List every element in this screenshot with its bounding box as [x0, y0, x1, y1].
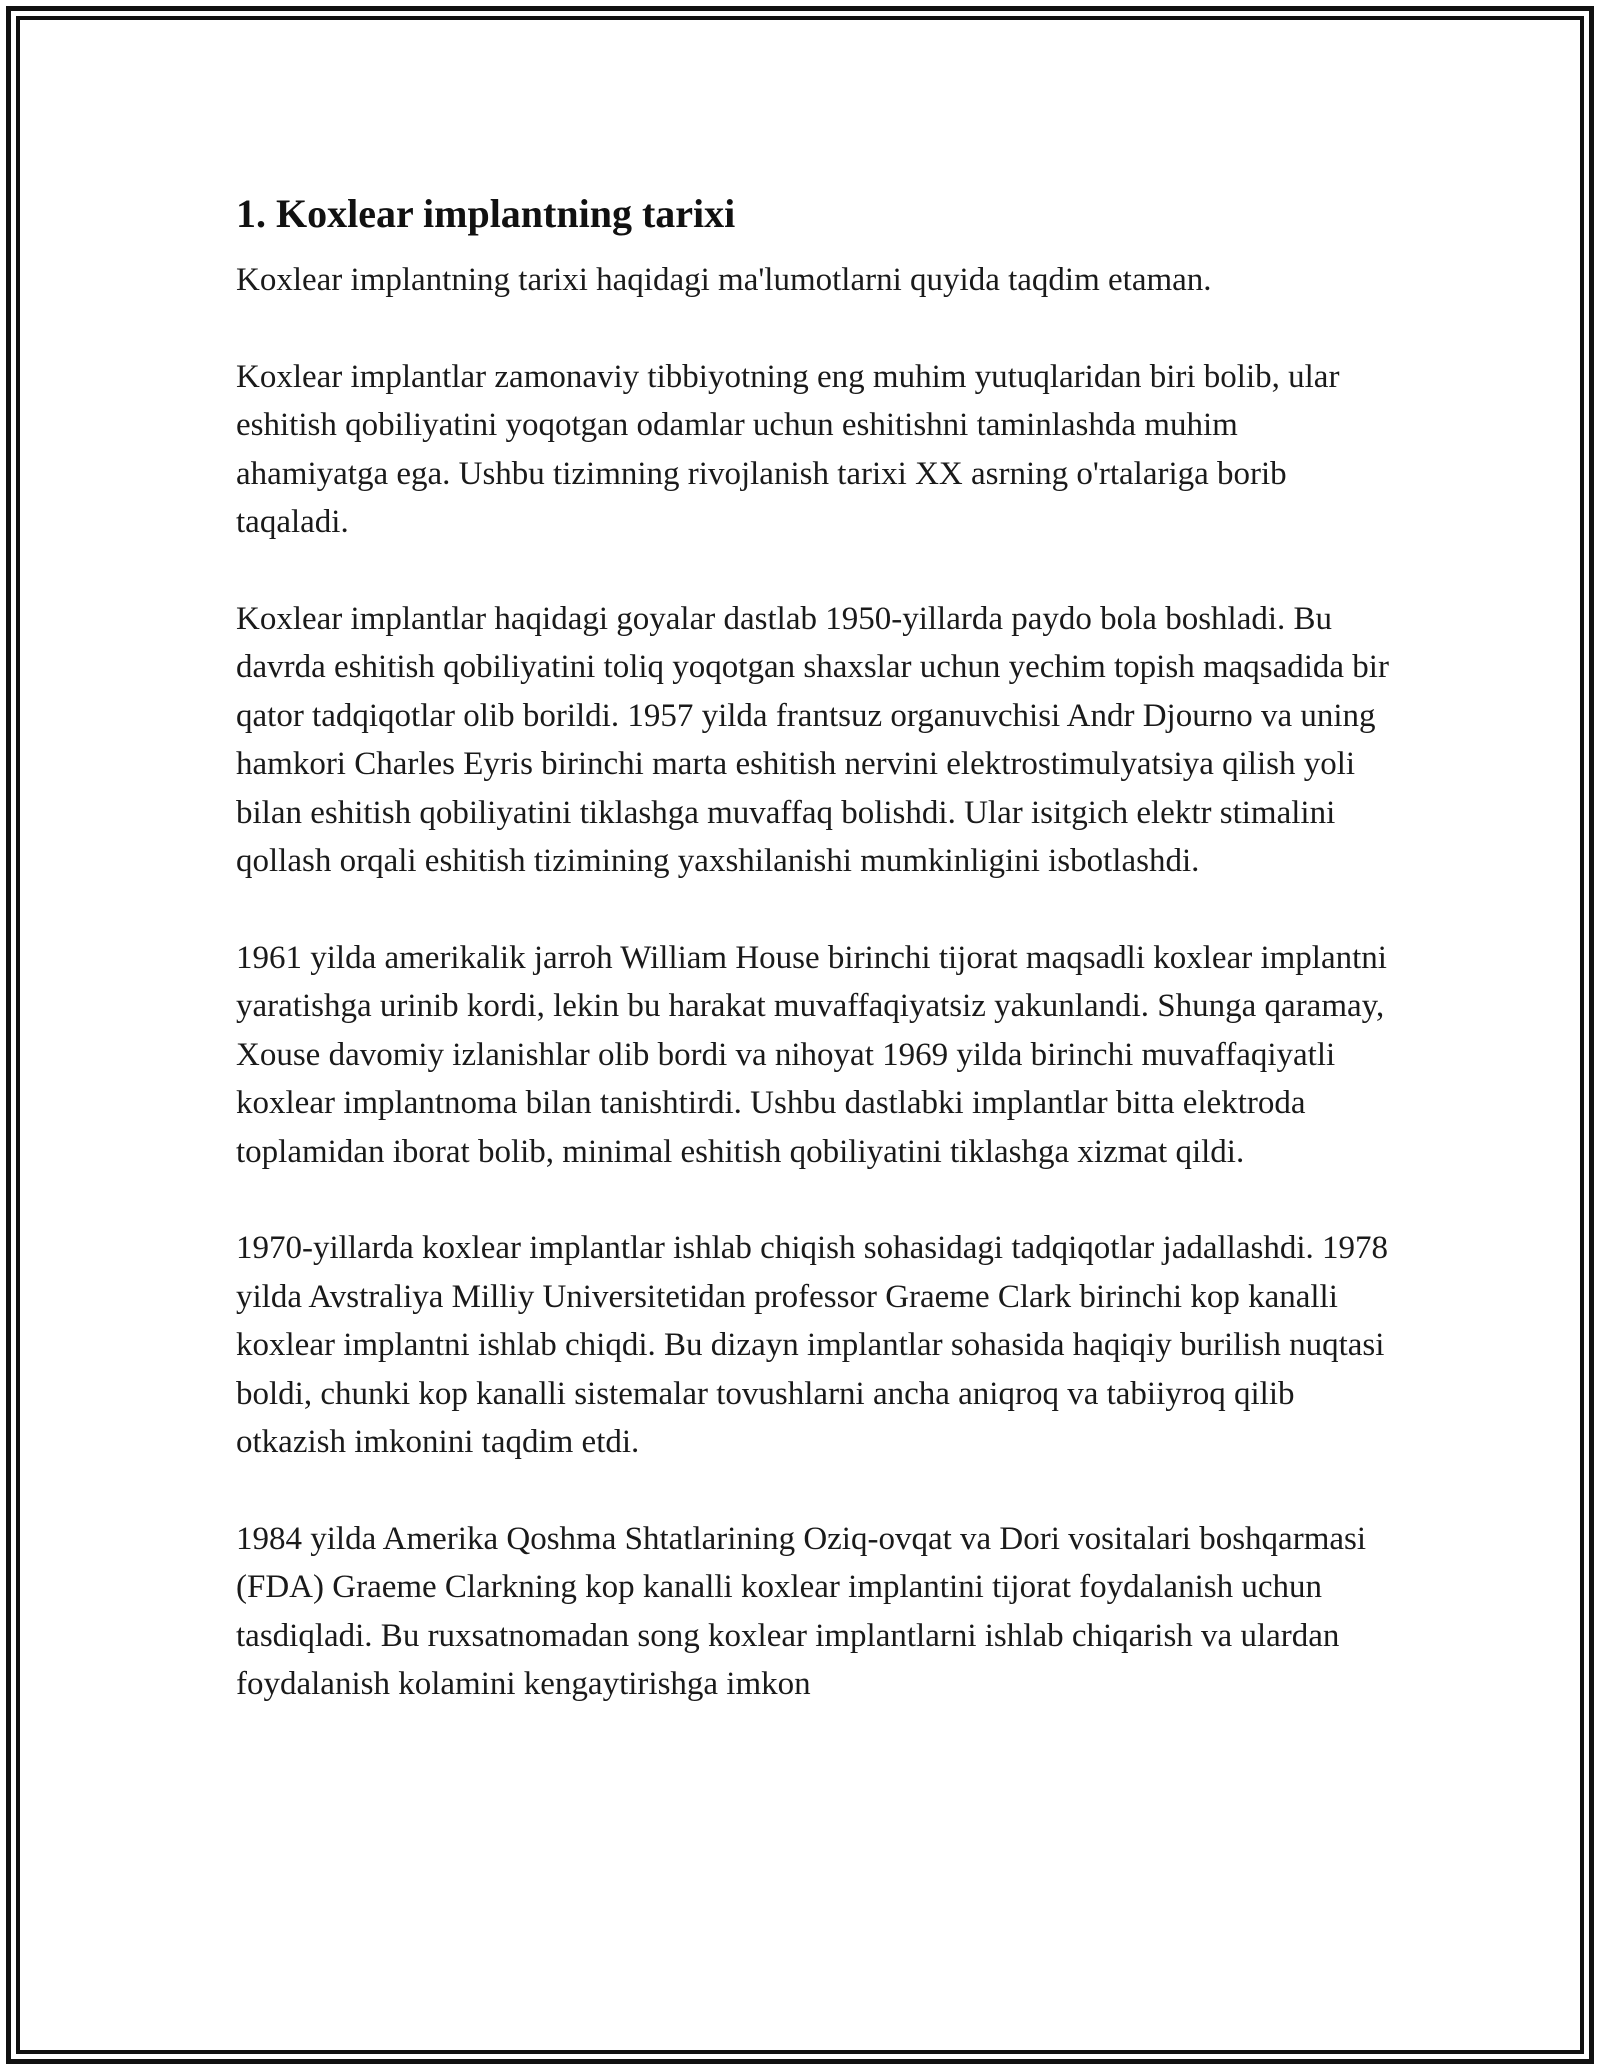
paragraph-5: 1984 yilda Amerika Qoshma Shtatlarining Oziq-ovqat va Dori vositalari boshqarmasi (FDA) Graeme Clarkning kop kanalli koxlear implantini tijorat foydalanish uchun tasdiqladi. Bu ruxsatnomadan song koxlear implantlarni ishlab chiqarish va ulardan foydalanish kolamini kengaytirishga imkon: [236, 1520, 1367, 1702]
intro-paragraph: Koxlear implantning tarixi haqidagi ma'lumotlarni quyida taqdim etaman.: [236, 262, 1212, 298]
paragraph-4: 1970-yillarda koxlear implantlar ishlab chiqish sohasidagi tadqiqotlar jadallashdi. 1978 yilda Avstraliya Milliy Universitetidan professor Graeme Clark birinchi kop kanalli koxlear implantni ishlab chiqdi. Bu dizayn implantlar sohasida haqiqiy burilish nuqtasi boldi, chunki kop kanalli sistemalar tovushlarni ancha aniqroq va tabiiyroq qilib otkazish imkonini taqdim etdi.: [236, 1230, 1388, 1460]
paragraph-1: Koxlear implantlar zamonaviy tibbiyotning eng muhim yutuqlaridan biri bolib, ular eshitish qobiliyatini yoqotgan odamlar uchun eshitishni taminlashda muhim ahamiyatga ega. Ushbu tizimning rivojlanish tarixi XX asrning o'rtalariga borib taqaladi.: [236, 358, 1340, 540]
section-heading: 1. Koxlear implantning tarixi: [236, 191, 736, 236]
paragraph-3: 1961 yilda amerikalik jarroh William House birinchi tijorat maqsadli koxlear implantni yaratishga urinib kordi, lekin bu harakat muvaffaqiyatsiz yakunlandi. Shunga qaramay, Xouse davomiy izlanishlar olib bordi va nihoyat 1969 yilda birinchi muvaffaqiyatli koxlear implantnoma bilan tanishtirdi. Ushbu dastlabki implantlar bitta elektroda toplamidan iborat bolib, minimal eshitish qobiliyatini tiklashga xizmat qildi.: [236, 939, 1387, 1170]
document-body: [236, 188, 1396, 1757]
paragraph-2: Koxlear implantlar haqidagi goyalar dastlab 1950-yillarda paydo bola boshladi. Bu davrda eshitish qobiliyatini toliq yoqotgan shaxslar uchun yechim topish maqsadida bir qator tadqiqotlar olib borildi. 1957 yilda frantsuz organuvchisi Andr Djourno va uning hamkori Charles Eyris birinchi marta eshitish nervini elektrostimulyatsiya qilish yoli bilan eshitish qobiliyatini tiklashga muvaffaq bolishdi. Ular isitgich elektr stimalini qollash orqali eshitish tizimining yaxshilanishi mumkinligini isbotlashdi.: [236, 600, 1389, 879]
